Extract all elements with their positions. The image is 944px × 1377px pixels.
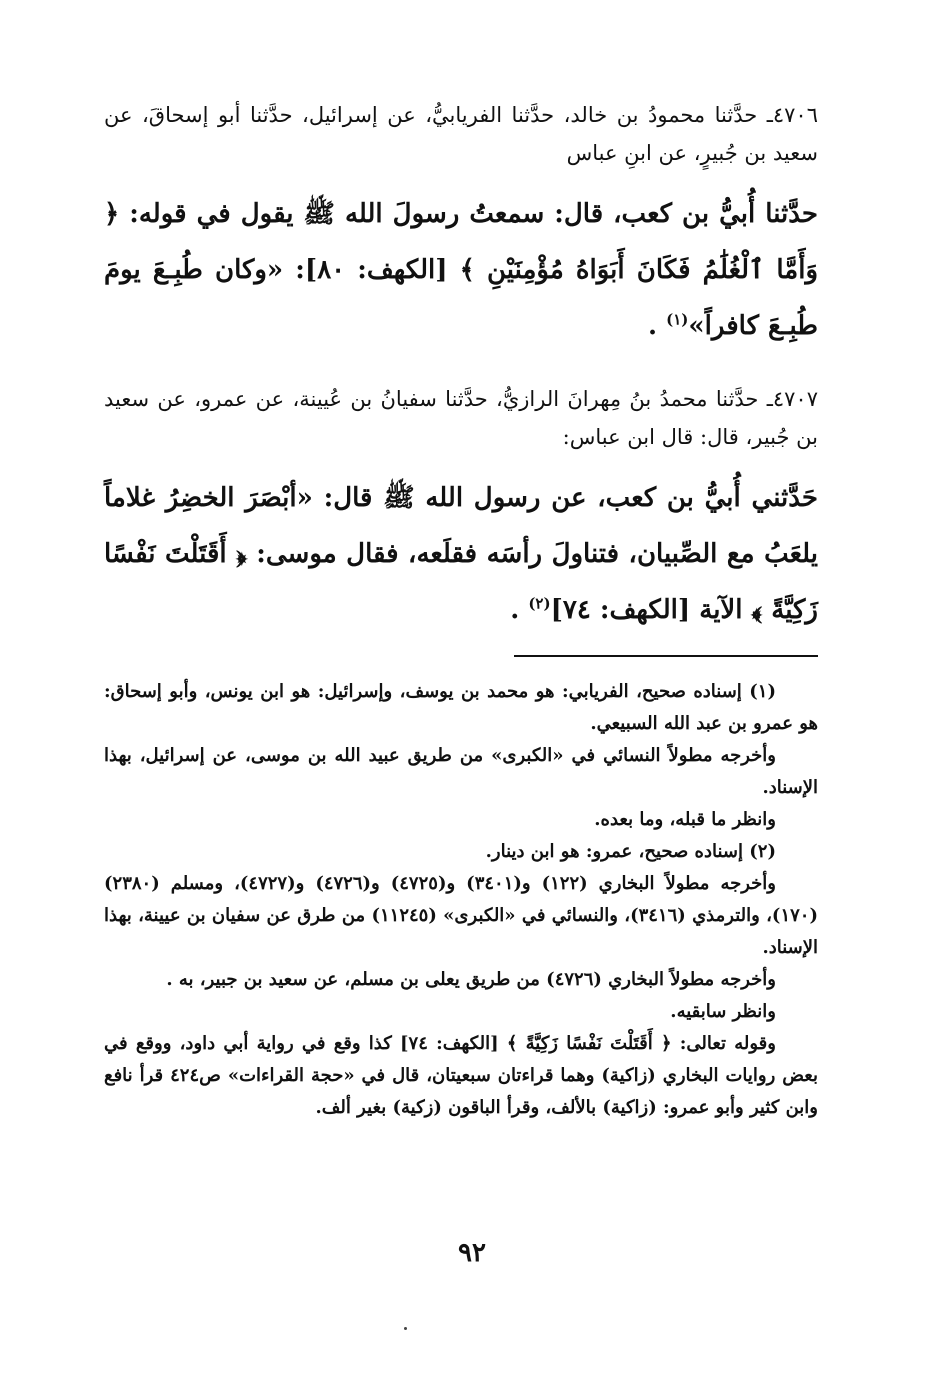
hadith-4706-matn-end: [الكهف: ٨٠]: «وكان طُبِـعَ يومَ طُبِـعَ كافراً» — [104, 255, 818, 341]
footnote-2-line-a: (٢) إسناده صحيح، عمرو: هو ابن دينار. — [485, 841, 776, 862]
hadith-4707-quran-verse: ﴿ أَقَتَلْتَ نَفْسًا زَكِيَّةً ﴾ — [104, 539, 818, 625]
hadith-4707-matn — [104, 470, 818, 638]
footnote-ref-2[interactable]: (٢) — [528, 594, 551, 613]
main-text — [104, 96, 818, 638]
hadith-4706-matn-start: حدَّثنا أُبيُّ بن كعب، قال: سمعتُ رسولَ الله ﷺ يقول في قوله: — [119, 199, 818, 229]
footnote-1-line-b: وأخرجه مطولاً النسائي في «الكبرى» من طريق عبيد الله بن موسى، عن إسرائيل، بهذا الإسناد. — [104, 745, 818, 798]
hadith-4706-quran-verse: ﴿ وَأَمَّا ٱلْغُلَٰمُ فَكَانَ أَبَوَاهُ مُؤْمِنَيْنِ ﴾ — [104, 199, 819, 285]
footnote-2-line-e-start: وقوله تعالى: — [671, 1033, 776, 1054]
hadith-4707-chain: ٤٧٠٧ـ حدَّثنا محمدُ بنُ مِهرانَ الرازيُّ، حدَّثنا سفيانُ بن عُيينة، عن عمرو، عن سعيد بن جُبير، قال: قال ابن عباس: — [104, 387, 818, 449]
hadith-4707-matn-start: حَدَّثني أُبيُّ بن كعب، عن رسول الله ﷺ قال: «أبْصَرَ الخضِرُ غلاماً يلعَبُ مع الصِّبيان، فتناولَ رأسَه فقلَعه، فقال موسى: — [104, 483, 818, 569]
footnote-separator — [514, 655, 818, 657]
footnote-1-line-c: وانظر ما قبله، وما بعده. — [594, 809, 776, 830]
footnotes-section — [104, 676, 818, 1124]
footnote-2-line-e — [104, 1028, 818, 1124]
footnote-2-line-c: وأخرجه مطولاً البخاري (٤٧٢٦) من طريق يعلى بن مسلم، عن سعيد بن جبير، به . — [166, 969, 776, 990]
hadith-4706-matn — [104, 186, 818, 354]
scan-speck — [404, 1327, 407, 1330]
footnote-2-line-b: وأخرجه مطولاً البخاري (١٢٢) و(٣٤٠١) و(٤٧٢٥) و(٤٧٢٦) و(٤٧٢٧)، ومسلم (٢٣٨٠) (١٧٠)، والترمذي (٣٤١٦)، والنسائي في «الكبرى» (١١٢٤٥) من طرق عن سفيان بن عيينة، بهذا الإسناد. — [104, 873, 818, 958]
footnote-ref-1[interactable]: (١) — [666, 310, 689, 329]
footnote-2-line-d: وانظر سابقيه. — [670, 1001, 776, 1022]
footnote-2-line-e-end: [الكهف: ٧٤] كذا وقع في رواية أبي داود، ووقع في بعض روايات البخاري (زاكية) وهما قراءتان سبعيتان، قال في «حجة القراءات» ص٤٢٤ قرأ نافع وابن كثير وأبو عمرو: (زاكية) بالألف، وقرأ الباقون (زكية) بغير ألف. — [104, 1033, 818, 1118]
footnote-1-line-a: (١) إسناده صحيح، الفريابي: هو محمد بن يوسف، وإسرائيل: هو ابن يونس، وأبو إسحاق: هو عمرو بن عبد الله السبيعي. — [104, 681, 818, 734]
hadith-4707-matn-end: الآية [الكهف: ٧٤] — [550, 595, 752, 625]
hadith-4707-period: . — [510, 595, 529, 625]
hadith-4706-period: . — [648, 311, 667, 341]
footnote-2-quran-verse: ﴿ أَقَتَلْتَ نَفْسًا زَكِيَّةً ﴾ — [506, 1033, 672, 1054]
hadith-4706-chain: ٤٧٠٦ـ حدَّثنا محمودُ بن خالد، حدَّثنا الفريابيُّ، عن إسرائيل، حدَّثنا أبو إسحاقَ، عن سعيد بن جُبيرٍ، عن ابنِ عباس — [104, 103, 818, 165]
page-number: ٩٢ — [458, 1238, 486, 1268]
